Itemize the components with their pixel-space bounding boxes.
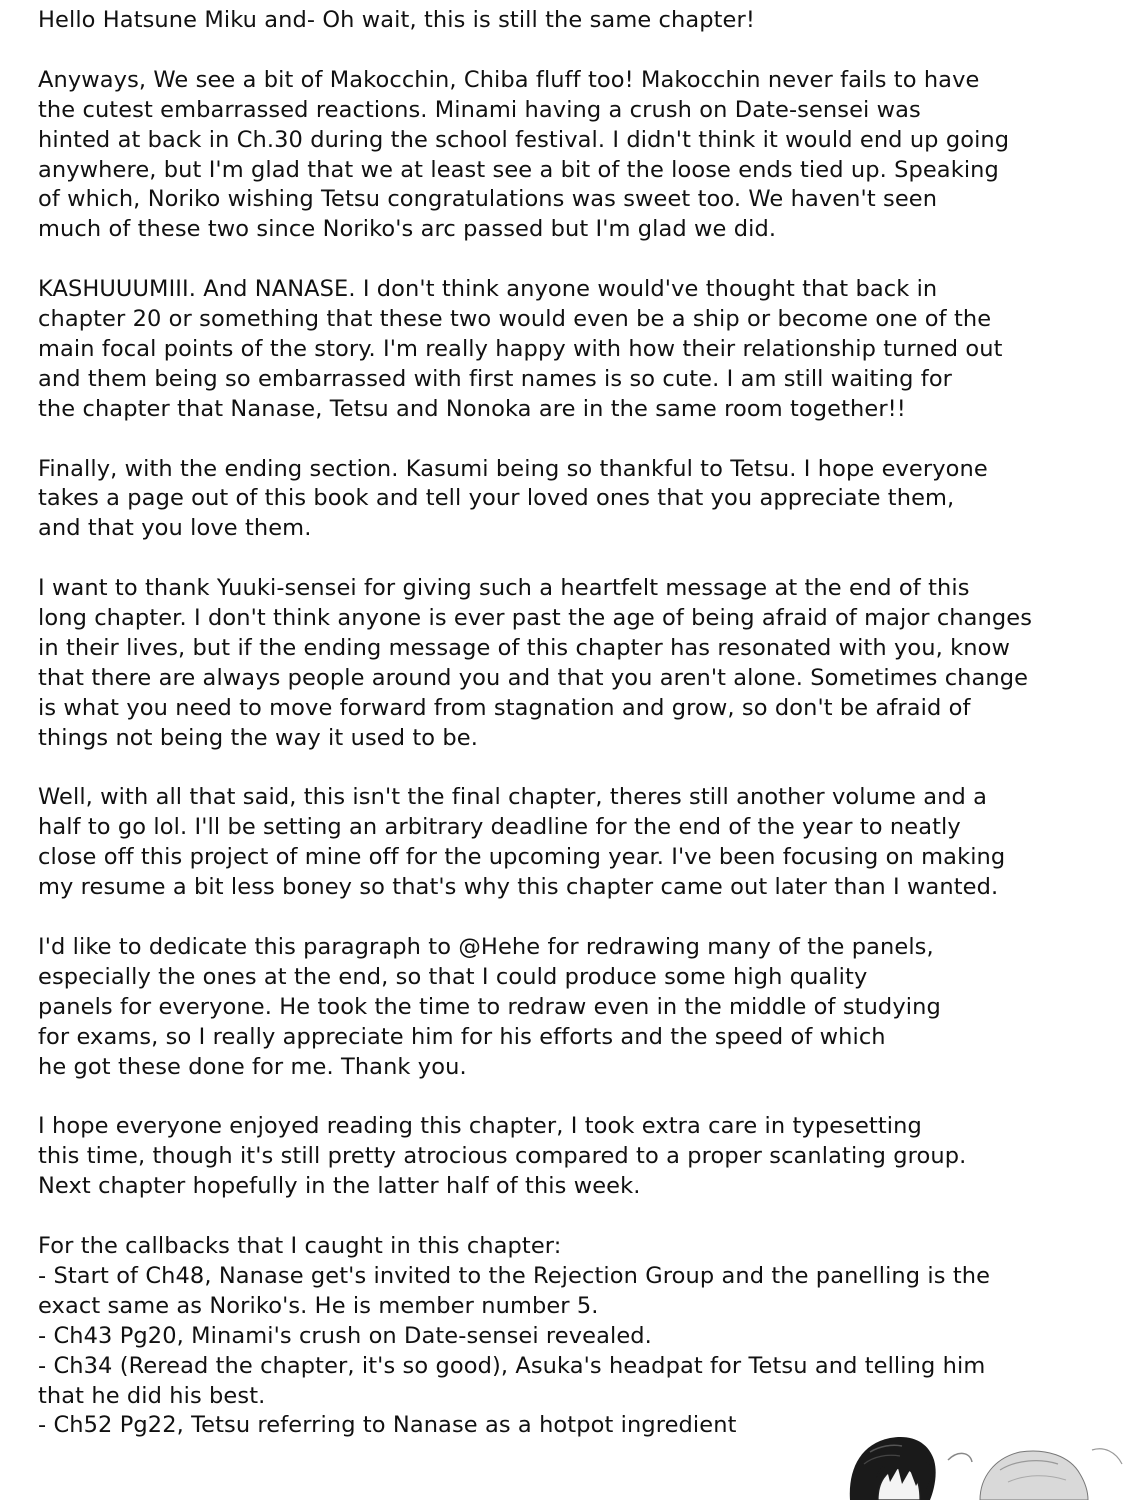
text-line: Finally, with the ending section. Kasumi being so thankful to Tetsu. I hope everyone [38, 455, 988, 482]
text-line: much of these two since Noriko's arc passed but I'm glad we did. [38, 216, 777, 243]
text-line: the chapter that Nanase, Tetsu and Nonoka are in the same room together!! [38, 395, 906, 422]
text-line: Next chapter hopefully in the latter half of this week. [38, 1173, 641, 1200]
text-line: Anyways, We see a bit of Makocchin, Chiba fluff too! Makocchin never fails to have [38, 66, 980, 93]
text-line: KASHUUUMIII. And NANASE. I don't think anyone would've thought that back in [38, 276, 938, 303]
text-line: I want to thank Yuuki-sensei for giving such a heartfelt message at the end of this [38, 575, 970, 602]
text-line: that he did his best. [38, 1382, 266, 1409]
text-line: - Ch43 Pg20, Minami's crush on Date-sensei revealed. [38, 1322, 652, 1349]
text-line: hinted at back in Ch.30 during the school festival. I didn't think it would end up going [38, 126, 1010, 153]
paragraph-thanks-sensei [38, 574, 1108, 753]
text-line: I'd like to dedicate this paragraph to @Hehe for redrawing many of the panels, [38, 934, 934, 960]
text-line: and that you love them. [38, 515, 312, 542]
text-line: for exams, so I really appreciate him for his efforts and the speed of which [38, 1023, 886, 1050]
paragraph-kashumi [38, 275, 1108, 425]
paragraph-makocchin [38, 66, 1108, 245]
paragraph-ending [38, 455, 1108, 545]
text-line: this time, though it's still pretty atrocious compared to a proper scanlating group. [38, 1143, 967, 1170]
text-line: panels for everyone. He took the time to redraw even in the middle of studying [38, 993, 941, 1020]
text-line: takes a page out of this book and tell your loved ones that you appreciate them, [38, 485, 955, 512]
text-line: Well, with all that said, this isn't the final chapter, theres still another volume and a [38, 784, 987, 811]
paragraph-dedication [38, 933, 1108, 1083]
text-line: he got these done for me. Thank you. [38, 1053, 467, 1080]
paragraph-callbacks [38, 1232, 1108, 1441]
text-line: of which, Noriko wishing Tetsu congratulations was sweet too. We haven't seen [38, 186, 938, 213]
manga-character-illustration [830, 1430, 1130, 1500]
translator-note-text [38, 6, 1108, 1471]
paragraph-intro [38, 6, 1108, 36]
text-line: in their lives, but if the ending message of this chapter has resonated with you, know [38, 634, 1011, 661]
text-line: anywhere, but I'm glad that we at least see a bit of the loose ends tied up. Speaking [38, 156, 999, 183]
text-line: chapter 20 or something that these two would even be a ship or become one of the [38, 306, 992, 333]
text-line: my resume a bit less boney so that's why this chapter came out later than I wanted. [38, 874, 999, 901]
paragraph-typesetting [38, 1112, 1108, 1202]
text-line: main focal points of the story. I'm really happy with how their relationship turned out [38, 335, 1003, 362]
text-line: For the callbacks that I caught in this chapter: [38, 1233, 562, 1260]
text-line: long chapter. I don't think anyone is ever past the age of being afraid of major changes [38, 605, 1033, 632]
text-line: I hope everyone enjoyed reading this chapter, I took extra care in typesetting [38, 1113, 922, 1140]
text-line: the cutest embarrassed reactions. Minami having a crush on Date-sensei was [38, 96, 921, 123]
text-line: half to go lol. I'll be setting an arbitrary deadline for the end of the year to neatly [38, 814, 961, 841]
text-line: and them being so embarrassed with first names is so cute. I am still waiting for [38, 365, 953, 392]
text-line: Hello Hatsune Miku and- Oh wait, this is still the same chapter! [38, 7, 755, 33]
text-line: - Start of Ch48, Nanase get's invited to the Rejection Group and the panelling is the [38, 1262, 991, 1289]
paragraph-deadline [38, 783, 1108, 903]
text-line: - Ch52 Pg22, Tetsu referring to Nanase as a hotpot ingredient [38, 1412, 737, 1439]
text-line: exact same as Noriko's. He is member number 5. [38, 1292, 599, 1319]
text-line: that there are always people around you and that you aren't alone. Sometimes change [38, 664, 1029, 691]
text-line: especially the ones at the end, so that I could produce some high quality [38, 963, 868, 990]
text-line: things not being the way it used to be. [38, 724, 478, 751]
text-line: is what you need to move forward from stagnation and grow, so don't be afraid of [38, 694, 971, 721]
text-line: - Ch34 (Reread the chapter, it's so good), Asuka's headpat for Tetsu and telling him [38, 1352, 986, 1379]
text-line: close off this project of mine off for the upcoming year. I've been focusing on making [38, 844, 1006, 871]
